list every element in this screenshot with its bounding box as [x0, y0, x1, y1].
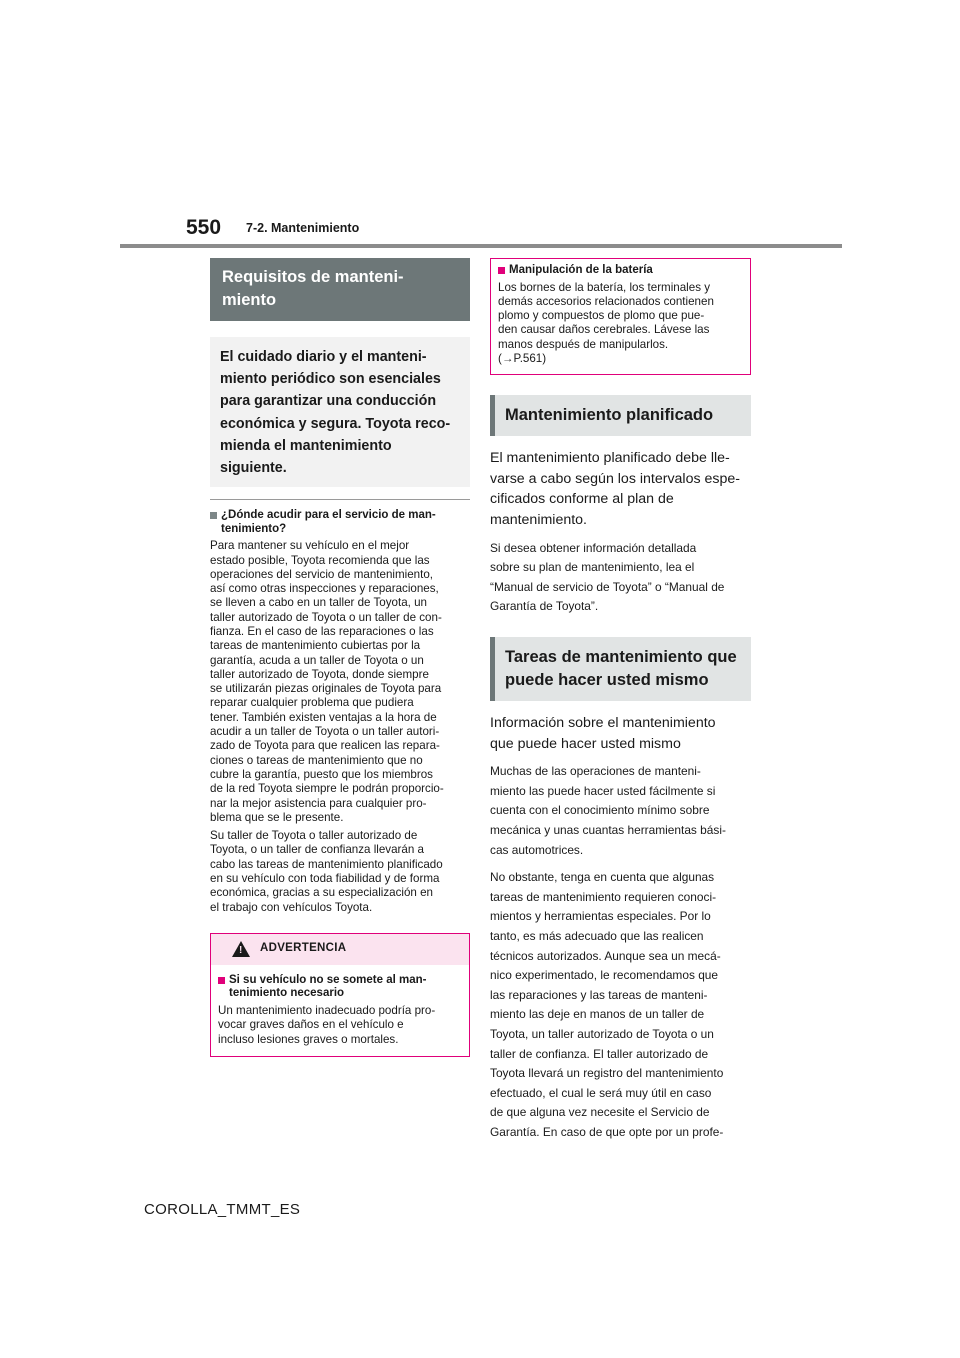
planned-maintenance-lead: El mantenimiento planificado debe lle- varse a cabo según los intervalos espe- cificados conforme al plan de mantenimiento. [490, 450, 740, 529]
square-bullet-icon [218, 977, 225, 984]
warning-text: Un mantenimiento inadecuado podría pro- vocar graves daños en el vehículo e incluso lesiones graves o mortales. [218, 1003, 436, 1046]
section-title: 7-2. Mantenimiento [246, 221, 360, 235]
warning-title: ADVERTENCIA [260, 941, 347, 954]
warning-body [211, 974, 469, 1056]
diy-maintenance-paragraph-2: No obstante, tenga en cuenta que algunas tareas de mantenimiento requieren conoci- mientos y herramientas especiales. Por lo tanto, es más adecuado que las realicen técnicos autorizados. Aunque sea un mecá- nico experimentado, le recomendamos que las reparaciones y las tareas de manteni- miento las deje en manos de un taller de Toyota, un taller autorizado de Toyota o un taller de confianza. El taller autorizado de Toyota llevará un registro del mantenimiento efectuado, el cual le será muy útil en caso de que alguna vez necesite el Servicio de Garantía. En caso de que opte por un profe- [490, 870, 724, 1139]
battery-text: Los bornes de la batería, los terminales y demás accesorios relacionados contienen plomo y compuestos de plomo que pue- den causar daños cerebrales. Lávese las manos después de manipularlos. (→P.561) [498, 280, 714, 365]
warning-header: ! ADVERTENCIA [211, 934, 469, 965]
square-bullet-icon [210, 512, 217, 519]
warning-box [210, 933, 470, 1057]
battery-notice-box [490, 258, 751, 375]
header-rule [120, 244, 842, 248]
intro-lead-text: El cuidado diario y el manteni- miento periódico son esenciales para garantizar una conducción económica y segura. Toyota reco- mienda el mantenimiento siguiente. [220, 349, 451, 477]
divider [210, 499, 470, 500]
diy-maintenance-title-text: Tareas de mantenimiento que puede hacer usted mismo [505, 648, 737, 690]
warning-heading [218, 974, 462, 1001]
planned-maintenance-title-text: Mantenimiento planificado [505, 406, 714, 425]
diy-maintenance-lead: Información sobre el mantenimiento que puede hacer usted mismo [490, 715, 716, 752]
battery-heading [498, 264, 743, 278]
right-column [490, 258, 751, 1143]
where-service-paragraph-1: Para mantener su vehículo en el mejor estado posible, Toyota recomienda que las operaciones del servicio de mantenimiento, así como otras inspecciones y reparaciones, se lleven a cabo en un taller de Toyota, un taller autorizado de Toyota o un taller de con- fianza. En el caso de las reparaciones o las tareas de mantenimiento cubiertas por la garantía, acuda a un taller de Toyota o un taller autorizado de Toyota, donde siempre se utilizarán piezas originales de Toyota para reparar cualquier problema que pudiera tener. También existen ventajas a la hora de acudir a un taller de Toyota o un taller autori- zado de Toyota para que realicen las repara- ciones o tareas de mantenimiento que no cubre la garantía, puesto que los miembros de la red Toyota siempre le podrán proporcio- nar la mejor asistencia para cualquier pro- blema que se le presente. [210, 539, 444, 824]
diy-maintenance-title [490, 637, 751, 701]
planned-maintenance-text: Si desea obtener información detallada sobre su plan de mantenimiento, lea el “Manual de servicio de Toyota” o “Manual de Garantía de Toyota”. [490, 540, 725, 614]
battery-heading-text: Manipulación de la batería [509, 264, 653, 276]
left-column [210, 258, 470, 1057]
document-code: COROLLA_TMMT_ES [144, 1201, 301, 1218]
warning-heading-text: Si su vehículo no se somete al man- tenimiento necesario [229, 973, 427, 1000]
where-service-paragraph-2: Su taller de Toyota o taller autorizado de Toyota, o un taller de confianza llevarán a cabo las tareas de mantenimiento planificado en su vehículo con toda fiabilidad y de forma económica, gracias a su especialización en el trabajo con vehículos Toyota. [210, 829, 443, 914]
intro-lead [210, 337, 470, 487]
square-bullet-icon [498, 267, 505, 274]
requisitos-title-text: Requisitos de manteni- miento [222, 268, 404, 309]
page-number: 550 [186, 216, 222, 239]
requisitos-title [210, 258, 470, 321]
diy-maintenance-paragraph-1: Muchas de las operaciones de manteni- miento las puede hacer usted fácilmente si cuenta con el conocimiento mínimo sobre mecánica y unas cuantas herramientas bási- cas automotrices. [490, 764, 726, 857]
where-service-heading [210, 509, 470, 536]
planned-maintenance-title [490, 395, 751, 436]
where-service-heading-text: ¿Dónde acudir para el servicio de man- tenimiento? [221, 509, 436, 535]
